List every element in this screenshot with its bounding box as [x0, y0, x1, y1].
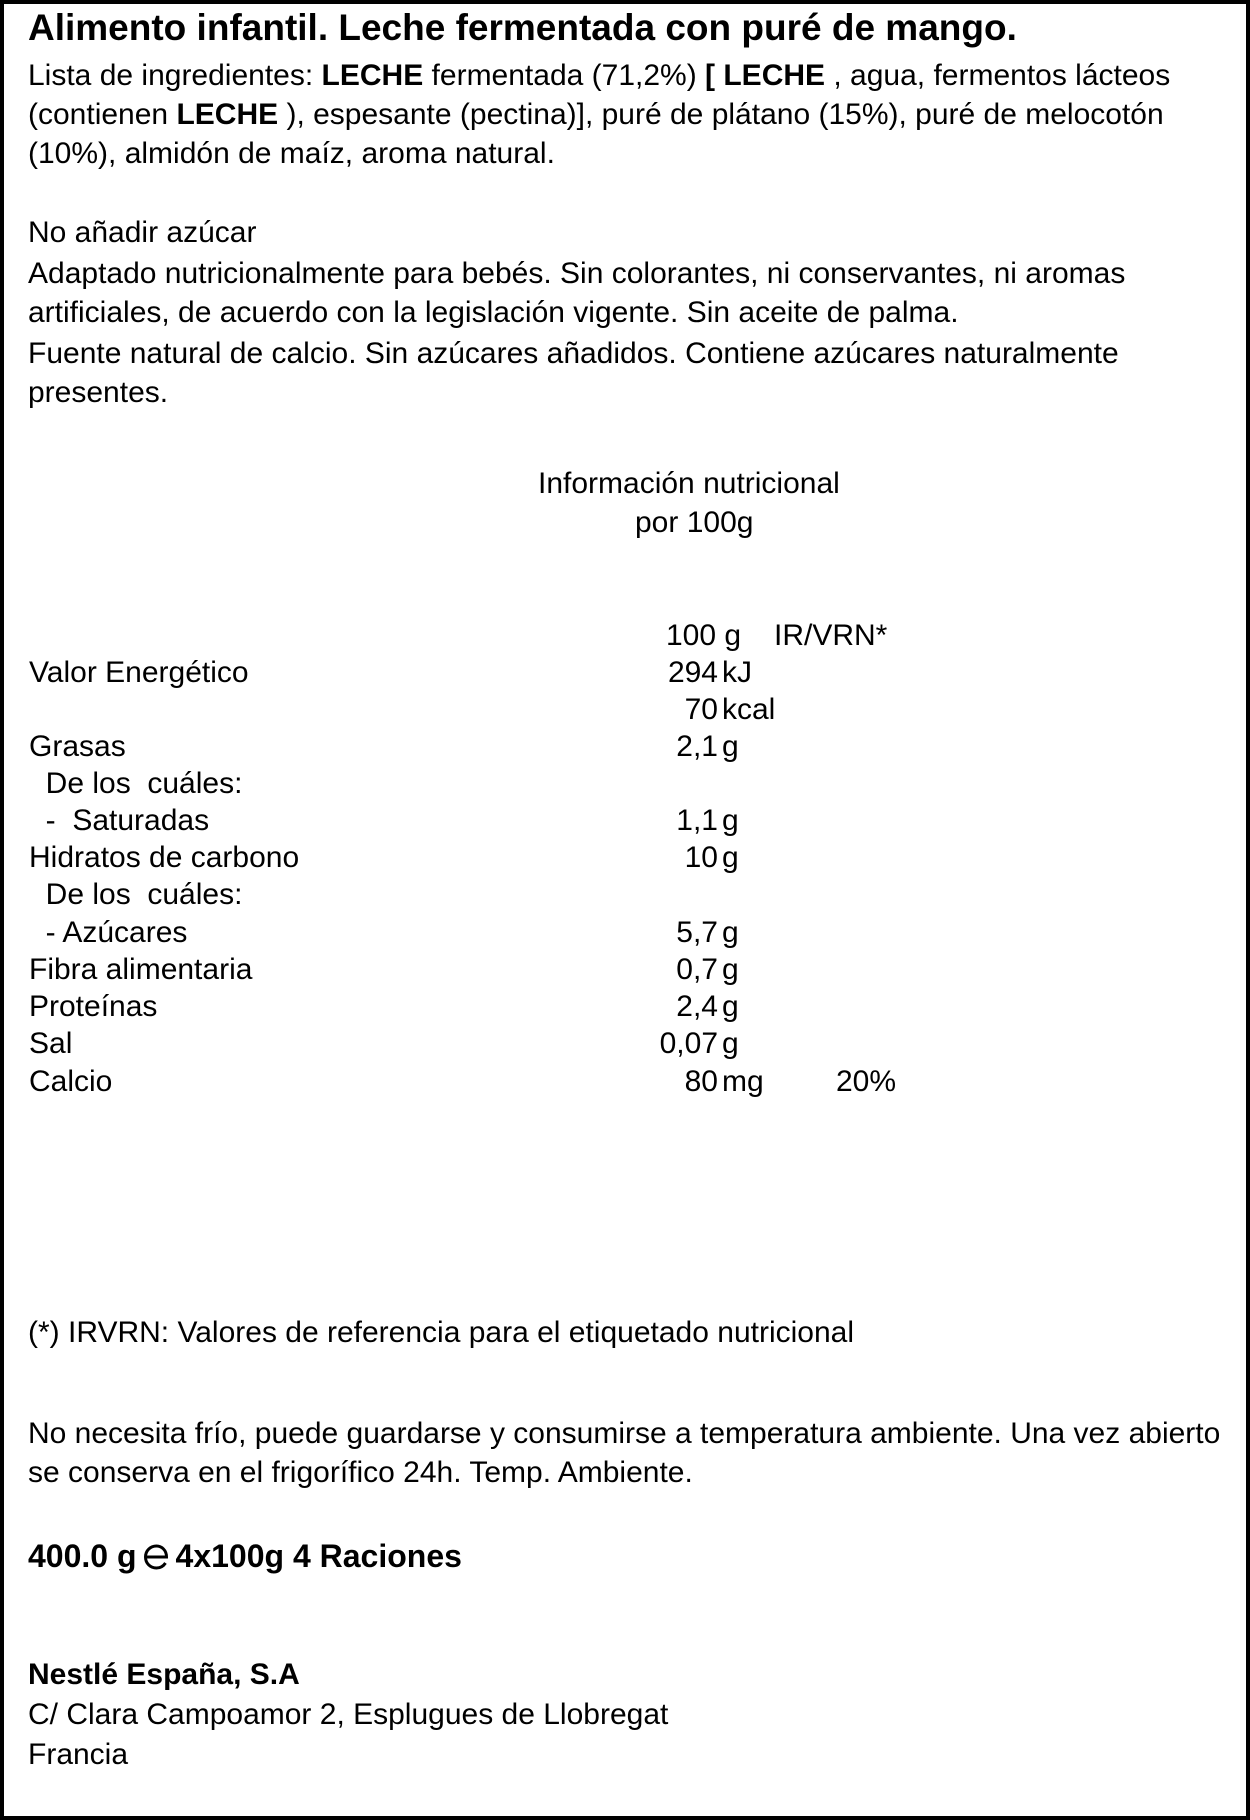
- nutrient-value: 5,7: [676, 916, 718, 949]
- nutrient-unit: mg: [722, 1065, 764, 1098]
- nutrient-value: 80: [684, 1065, 718, 1098]
- nutrient-name: Valor Energético: [29, 656, 249, 689]
- nutrient-unit: g: [722, 804, 739, 837]
- nutrient-unit: g: [722, 1027, 739, 1060]
- manufacturer-country: Francia: [28, 1738, 129, 1771]
- nutrient-unit: kcal: [722, 693, 776, 726]
- nutrient-name: De los cuáles:: [29, 767, 243, 800]
- nutrient-unit: g: [722, 953, 739, 986]
- nutrient-value: 2,1: [676, 730, 718, 763]
- allergen-highlight: [ LECHE: [705, 59, 826, 92]
- nutrient-value: 0,7: [676, 953, 718, 986]
- ingredients-part: Lista de ingredientes:: [28, 59, 322, 92]
- nutrient-unit: g: [722, 916, 739, 949]
- nutrient-name: Sal: [29, 1027, 73, 1060]
- manufacturer-name: Nestlé España, S.A: [28, 1658, 300, 1691]
- nutrient-name: Proteínas: [29, 990, 158, 1023]
- claim-calcium: Fuente natural de calcio. Sin azúcares añadidos. Contiene azúcares naturalmente presentes.: [28, 337, 1119, 409]
- nutrient-value: 294: [667, 656, 718, 689]
- allergen-highlight: LECHE: [321, 59, 424, 92]
- nutrient-name: De los cuáles:: [29, 878, 243, 911]
- column-header-ir: IR/VRN*: [774, 619, 888, 652]
- nutrient-ir: 20%: [836, 1065, 897, 1098]
- nutrient-value: 2,4: [676, 990, 718, 1023]
- nutrient-value: 10: [684, 841, 718, 874]
- nutrient-name: Grasas: [29, 730, 126, 763]
- claim-adapted: Adaptado nutricionalmente para bebés. Sin colorantes, ni conservantes, ni aromas artificiales, de acuerdo con la legislación vigente. Sin aceite de palma.: [28, 257, 1126, 329]
- nutrient-value: 0,07: [659, 1027, 718, 1060]
- nutrient-name: Hidratos de carbono: [29, 841, 300, 874]
- pack-count: 4x100g 4 Raciones: [175, 1538, 462, 1574]
- nutrient-name: Fibra alimentaria: [29, 953, 253, 986]
- nutrient-name: - Azúcares: [29, 916, 188, 949]
- estimated-sign-icon: [141, 1541, 172, 1571]
- storage-instructions: No necesita frío, puede guardarse y consumirse a temperatura ambiente. Una vez abierto se conserva en el frigorífico 24h. Temp. Ambiente.: [28, 1417, 1221, 1489]
- nutrient-name: Calcio: [29, 1065, 113, 1098]
- nutrient-unit: kJ: [722, 656, 752, 689]
- ingredients-part: ), espesante (pectina)], puré de plátano (15%), puré de melocotón (10%), almidón de maíz, aroma natural.: [28, 98, 1164, 170]
- net-weight: 400.0 g: [28, 1538, 137, 1574]
- nutrient-value: 70: [684, 693, 718, 726]
- nutrient-value: 1,1: [676, 804, 718, 837]
- nutrition-heading-per: por 100g: [635, 506, 754, 539]
- ingredients-list: [28, 56, 1228, 173]
- ingredients-part: , agua, fermentos lácteos (contienen: [28, 59, 1171, 131]
- nutrient-unit: g: [722, 990, 739, 1023]
- nutrient-name: - Saturadas: [29, 804, 210, 837]
- claim-no-sugar: No añadir azúcar: [28, 216, 257, 249]
- net-quantity: [28, 1536, 462, 1576]
- ingredients-part: fermentada (71,2%): [423, 59, 706, 92]
- nutrient-unit: g: [722, 730, 739, 763]
- footnote: (*) IRVRN: Valores de referencia para el etiquetado nutricional: [28, 1316, 854, 1349]
- allergen-highlight: LECHE: [176, 98, 279, 131]
- column-header-amount: 100 g: [666, 619, 742, 652]
- manufacturer-address: C/ Clara Campoamor 2, Esplugues de Llobregat: [28, 1698, 669, 1731]
- nutrient-unit: g: [722, 841, 739, 874]
- product-title: Alimento infantil. Leche fermentada con puré de mango.: [28, 7, 1017, 48]
- nutrition-heading: Información nutricional: [538, 467, 840, 500]
